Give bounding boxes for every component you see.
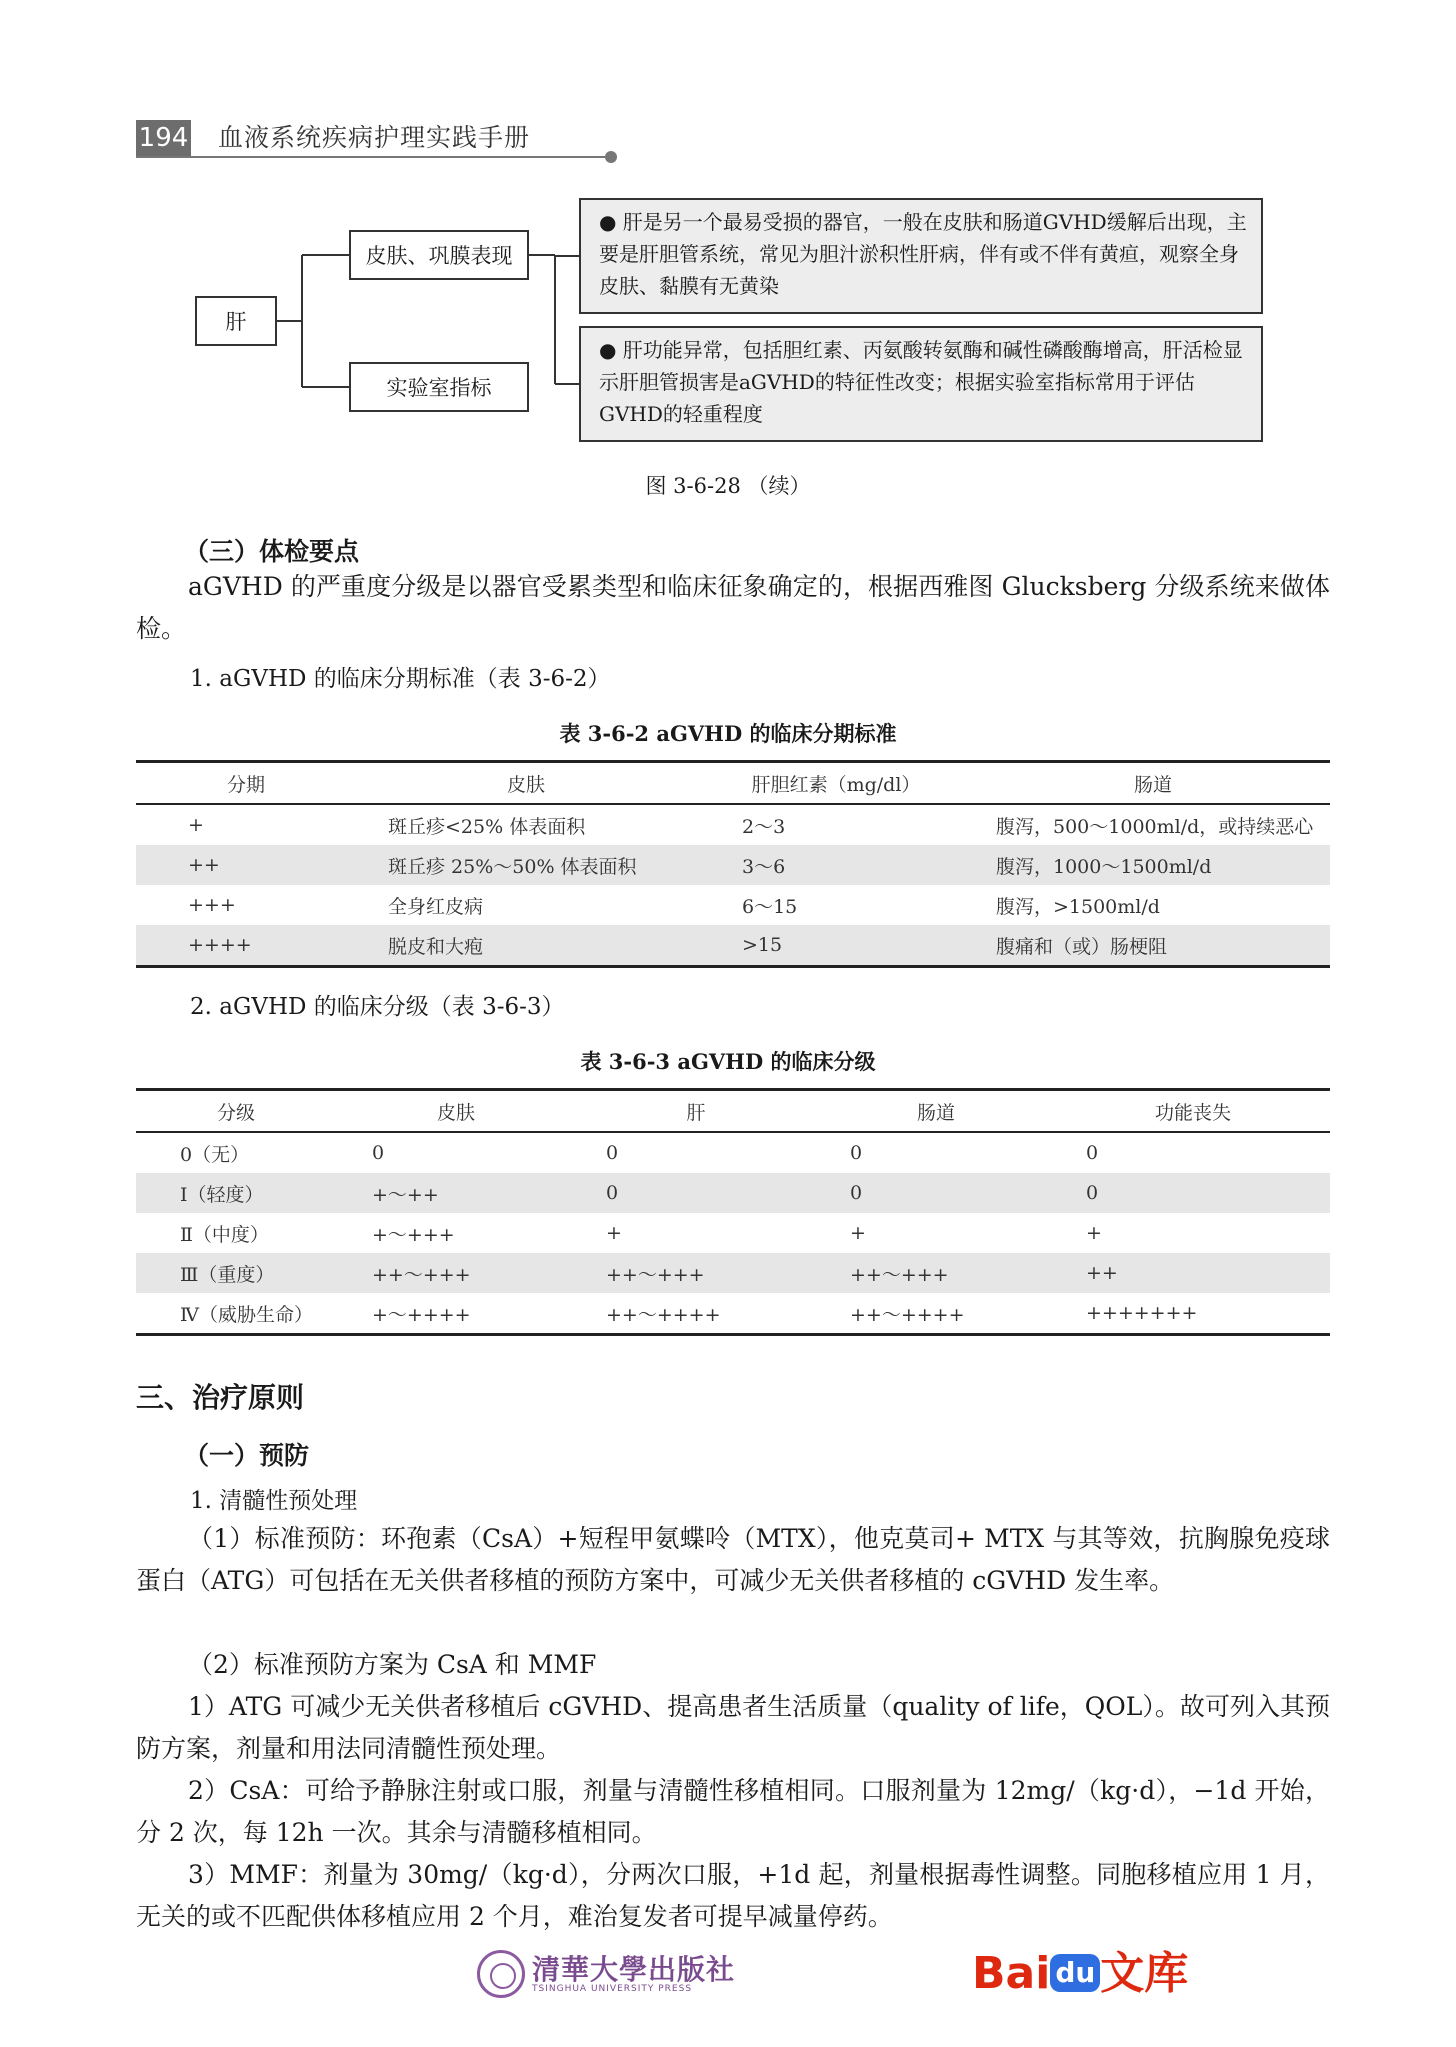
table-cell: ++～+++ <box>816 1253 1056 1293</box>
table2-header-function: 功能丧失 <box>1056 1090 1330 1133</box>
table-cell: ++～+++ <box>336 1253 576 1293</box>
table2-caption: 表 3-6-3 aGVHD 的临床分级 <box>580 1049 876 1074</box>
paragraph-mmf: 3）MMF：剂量为 30mg/（kg·d），分两次口服，+1d 起，剂量根据毒性调整。同胞移植应用 1 月，无关的或不匹配供体移植应用 2 个月，难治复发者可提早减量停药。 <box>136 1860 1330 1931</box>
paragraph-csa: 2）CsA：可给予静脉注射或口服，剂量与清髓性移植相同。口服剂量为 12mg/（kg·d），−1d 开始，分 2 次，每 12h 一次。其余与清髓移植相同。 <box>136 1776 1330 1847</box>
table-cell: 斑丘疹 25%～50% 体表面积 <box>356 845 696 885</box>
table-cell: Ⅲ（重度） <box>136 1253 336 1293</box>
table-cell: 0 <box>1056 1173 1330 1213</box>
table-cell: 2～3 <box>742 815 786 838</box>
table-cell: +～+++ <box>372 1223 455 1246</box>
heading-exam: （三）体检要点 <box>184 537 360 566</box>
table-cell: ++～++++ <box>816 1293 1056 1335</box>
diagram-desc-lab-text: 肝功能异常，包括胆红素、丙氨酸转氨酶和碱性磷酸酶增高，肝活检显示肝胆管损害是aGVHD的特征性改变；根据实验室指标常用于评估GVHD的轻重程度 <box>599 338 1243 426</box>
table-cell: 全身红皮病 <box>388 895 484 918</box>
diagram-node-lab: 实验室指标 <box>349 362 529 412</box>
paragraph-standard-regimen: （2）标准预防方案为 CsA 和 MMF <box>188 1650 597 1679</box>
paragraph-atg: 1）ATG 可减少无关供者移植后 cGVHD、提高患者生活质量（quality of life，QOL）。故可列入其预防方案，剂量和用法同清髓性预处理。 <box>136 1692 1330 1763</box>
table1-header-skin: 皮肤 <box>356 762 696 805</box>
table-cell: 0 <box>372 1142 385 1164</box>
table-cell: ++ <box>1056 1253 1330 1293</box>
bullet-icon: ● <box>599 210 617 234</box>
item-grading: 2. aGVHD 的临床分级（表 3-6-3） <box>190 994 565 1020</box>
diagram-desc-skin-text: 肝是另一个最易受损的器官，一般在皮肤和肠道GVHD缓解后出现，主要是肝胆管系统，常见为胆汁淤积性肝病，伴有或不伴有黄疸，观察全身皮肤、黏膜有无黄染 <box>599 210 1247 298</box>
table2-header-grade: 分级 <box>136 1090 336 1133</box>
table-cell: 0 <box>606 1142 619 1164</box>
publisher-logo: 清華大學出版社 <box>532 1953 736 1986</box>
paragraph-exam: aGVHD 的严重度分级是以器官受累类型和临床征象确定的，根据西雅图 Glucksberg 分级系统来做体检。 <box>136 572 1330 643</box>
table-cell: + <box>1086 1222 1102 1244</box>
table-staging <box>136 760 1330 968</box>
table-cell: 斑丘疹<25% 体表面积 <box>388 815 586 838</box>
bullet-icon: ● <box>599 338 617 362</box>
table-cell: +++ <box>188 894 236 916</box>
item-conditioning: 1. 清髓性预处理 <box>190 1488 358 1514</box>
table-cell: 腹泻，500～1000ml/d，或持续恶心 <box>996 815 1314 838</box>
table-cell: 3～6 <box>696 845 976 885</box>
table-cell: 0 <box>816 1173 1056 1213</box>
table2-header-skin: 皮肤 <box>336 1090 576 1133</box>
tsinghua-seal-icon <box>477 1950 525 1998</box>
table-cell: + <box>188 814 204 836</box>
table-cell: Ⅱ（中度） <box>180 1223 269 1246</box>
table-cell: 腹泻，>1500ml/d <box>996 895 1160 918</box>
table-cell: ++ <box>136 845 356 885</box>
table-cell: >15 <box>696 925 976 967</box>
table1-header-bilirubin: 肝胆红素（mg/dl） <box>696 762 976 805</box>
table-cell: +++++++ <box>1056 1293 1330 1335</box>
page-number: 194 <box>136 120 191 156</box>
table-cell: 腹泻，1000～1500ml/d <box>976 845 1330 885</box>
table-cell: 脱皮和大疱 <box>356 925 696 967</box>
diagram-node-liver: 肝 <box>195 296 277 346</box>
table-grading <box>136 1088 1330 1336</box>
table1-header-gut: 肠道 <box>976 762 1330 805</box>
figure-caption: 图 3-6-28 （续） <box>645 474 811 498</box>
table-cell: Ⅳ（威胁生命） <box>136 1293 336 1335</box>
table-cell: 0（无） <box>180 1143 250 1166</box>
running-title: 血液系统疾病护理实践手册 <box>218 123 531 152</box>
watermark-bai: Bai <box>972 1948 1051 1999</box>
heading-prevention: （一）预防 <box>184 1441 310 1470</box>
table-cell: + <box>850 1222 866 1244</box>
table1-header-stage: 分期 <box>136 762 356 805</box>
watermark-wenku: 文库 <box>1100 1948 1189 1999</box>
table-cell: 0 <box>576 1173 816 1213</box>
table-cell: +～++++ <box>336 1293 576 1335</box>
diagram-node-skin: 皮肤、巩膜表现 <box>349 230 529 280</box>
table-cell: + <box>606 1222 622 1244</box>
table2-header-liver: 肝 <box>576 1090 816 1133</box>
table-cell: 0 <box>1086 1142 1099 1164</box>
table-cell: ++++ <box>136 925 356 967</box>
table2-header-gut: 肠道 <box>816 1090 1056 1133</box>
paragraph-standard-prevention: （1）标准预防：环孢素（CsA）+短程甲氨蝶呤（MTX），他克莫司+ MTX 与其等效，抗胸腺免疫球蛋白（ATG）可包括在无关供者移植的预防方案中，可减少无关供者移植的 cGVHD 发生率。 <box>136 1524 1330 1595</box>
baidu-wenku-watermark <box>972 1944 1188 2004</box>
table-cell: ++～++++ <box>576 1293 816 1335</box>
table-cell: +～++ <box>336 1173 576 1213</box>
diagram-desc-lab <box>579 326 1263 442</box>
table-cell: 0 <box>850 1142 863 1164</box>
table-cell: ++～+++ <box>576 1253 816 1293</box>
watermark-du: du <box>1050 1954 1100 1992</box>
table-cell: Ⅰ（轻度） <box>136 1173 336 1213</box>
diagram-desc-skin <box>579 198 1263 314</box>
publisher-logo-en: TSINGHUA UNIVERSITY PRESS <box>532 1984 693 1994</box>
table-cell: 腹痛和（或）肠梗阻 <box>976 925 1330 967</box>
table-cell: 6～15 <box>742 895 798 918</box>
heading-treatment: 三、治疗原则 <box>136 1381 305 1414</box>
item-staging: 1. aGVHD 的临床分期标准（表 3-6-2） <box>190 666 611 692</box>
table1-caption: 表 3-6-2 aGVHD 的临床分期标准 <box>559 721 897 746</box>
